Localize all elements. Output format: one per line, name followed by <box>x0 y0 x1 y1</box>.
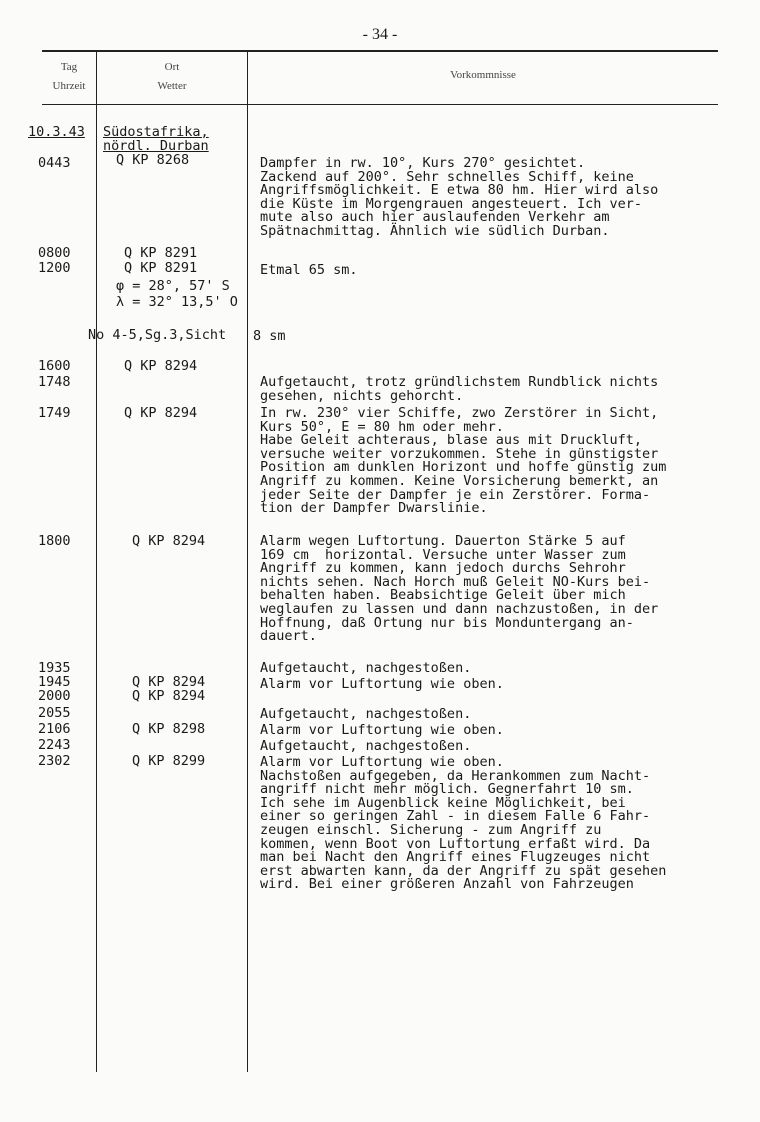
entry-location: Q KP 8294 <box>132 674 206 690</box>
header-col-location-line2: Wetter <box>157 80 187 92</box>
entry-text: Aufgetaucht, nachgestoßen. <box>260 738 472 754</box>
entry-time: 2243 <box>38 737 71 753</box>
position-latitude: φ = 28°, 57' S <box>116 278 230 294</box>
position-longitude: λ = 32° 13,5' O <box>116 294 238 310</box>
entry-text: Dampfer in rw. 10°, Kurs 270° gesichtet. Zackend auf 200°. Sehr schnelles Schiff, keine Angriffsmöglichkeit. E etwa 80 hm. Hier wird also die Küste im Morgengrauen angesteuert. Ich ver- mute also auch hier auslaufenden Verkehr am Spätnachmittag. Ähnlich wie südlich Durban. <box>260 155 659 239</box>
entry-time: 2106 <box>38 721 71 737</box>
entry-location: Q KP 8294 <box>132 688 206 704</box>
entry-text: Etmal 65 sm. <box>260 262 358 278</box>
entry-time: 1749 <box>38 405 71 421</box>
region-line1: Südostafrika, <box>103 124 209 140</box>
page-number: - 34 - <box>362 26 398 43</box>
entry-location: Q KP 8268 <box>116 152 190 168</box>
entry-location: Q KP 8294 <box>124 405 198 421</box>
visibility-value: 8 sm <box>253 328 286 344</box>
entry-text: Alarm vor Luftortung wie oben. Nachstoßen aufgegeben, da Herankommen zum Nacht- angriff nicht mehr möglich. Gegnerfahrt 10 sm. Ich sehe im Augenblick keine Möglichkeit, bei einer so geringen Zahl - in diesem Falle 6 Fahr- zeugen einschl. Sicherung - zum Angriff zu kommen, wenn Boot von Luftortung erfaßt wird. Da man bei Nacht den Angriff eines Flugzeuges nicht erst abwarten kann, da der Angriff zu spät gesehen wird. Bei einer größeren Anzahl von Fahrzeugen <box>260 754 667 893</box>
entry-date: 10.3.43 <box>28 124 85 140</box>
entry-location: Q KP 8291 <box>124 245 198 261</box>
entry-location: Q KP 8294 <box>132 533 206 549</box>
entry-text: Aufgetaucht, nachgestoßen. <box>260 660 472 676</box>
entry-text: Aufgetaucht, trotz gründlichstem Rundblick nichts gesehen, nichts gehorcht. <box>260 374 659 404</box>
header-col-time <box>42 58 96 96</box>
weather-conditions: No 4-5,Sg.3,Sicht <box>88 327 227 343</box>
header-col-location <box>97 58 247 96</box>
header-col-time-line1: Tag <box>60 61 78 73</box>
entry-time: 1945 <box>38 674 71 690</box>
entry-location: Q KP 8294 <box>124 358 198 374</box>
entry-time: 2000 <box>38 688 71 704</box>
entry-text: In rw. 230° vier Schiffe, zwo Zerstörer in Sicht, Kurs 50°, E = 80 hm oder mehr. Habe Geleit achteraus, blase aus mit Druckluft, versuche weiter vorzukommen. Stehe in günstigster Position am dunklen Horizont und hoffe günstig zum Angriff zu kommen. Keine Vorsicherung bemerkt, an jeder Seite der Dampfer je ein Zerstörer. Forma- tion der Dampfer Dwarslinie. <box>260 405 667 517</box>
table-top-rule <box>42 50 718 52</box>
header-bottom-rule <box>42 104 718 105</box>
entry-time: 0800 <box>38 245 71 261</box>
entry-text: Alarm vor Luftortung wie oben. <box>260 676 504 692</box>
entry-time: 1935 <box>38 660 71 676</box>
entry-time: 1800 <box>38 533 71 549</box>
entry-time: 1748 <box>38 374 71 390</box>
entry-location: Q KP 8291 <box>124 260 198 276</box>
entry-location: Q KP 8299 <box>132 753 206 769</box>
header-col-events-label: Vorkommnisse <box>450 69 516 81</box>
region-line2: nördl. Durban <box>103 138 209 154</box>
entry-location: Q KP 8298 <box>132 721 206 737</box>
entry-time: 0443 <box>38 155 71 171</box>
entry-time: 2302 <box>38 753 71 769</box>
entry-text: Alarm vor Luftortung wie oben. <box>260 722 504 738</box>
header-col-location-line1: Ort <box>164 61 180 73</box>
column-rule-1 <box>96 52 97 1072</box>
header-col-events <box>248 66 718 85</box>
entry-time: 1600 <box>38 358 71 374</box>
column-rule-2 <box>247 52 248 1072</box>
entry-text: Alarm wegen Luftortung. Dauerton Stärke 5 auf 169 cm horizontal. Versuche unter Wasser zum Angriff zu kommen, kann jedoch durchs Sehrohr nichts sehen. Nach Horch muß Geleit NO-Kurs bei- behalten haben. Beabsichtige Geleit über mich weglaufen zu lassen und dann nachzustoßen, in der Hoffnung, daß Ortung nur bis Monduntergang an- dauert. <box>260 533 659 645</box>
entry-time: 1200 <box>38 260 71 276</box>
entry-text: Aufgetaucht, nachgestoßen. <box>260 706 472 722</box>
entry-time: 2055 <box>38 705 71 721</box>
header-col-time-line2: Uhrzeit <box>52 80 86 92</box>
